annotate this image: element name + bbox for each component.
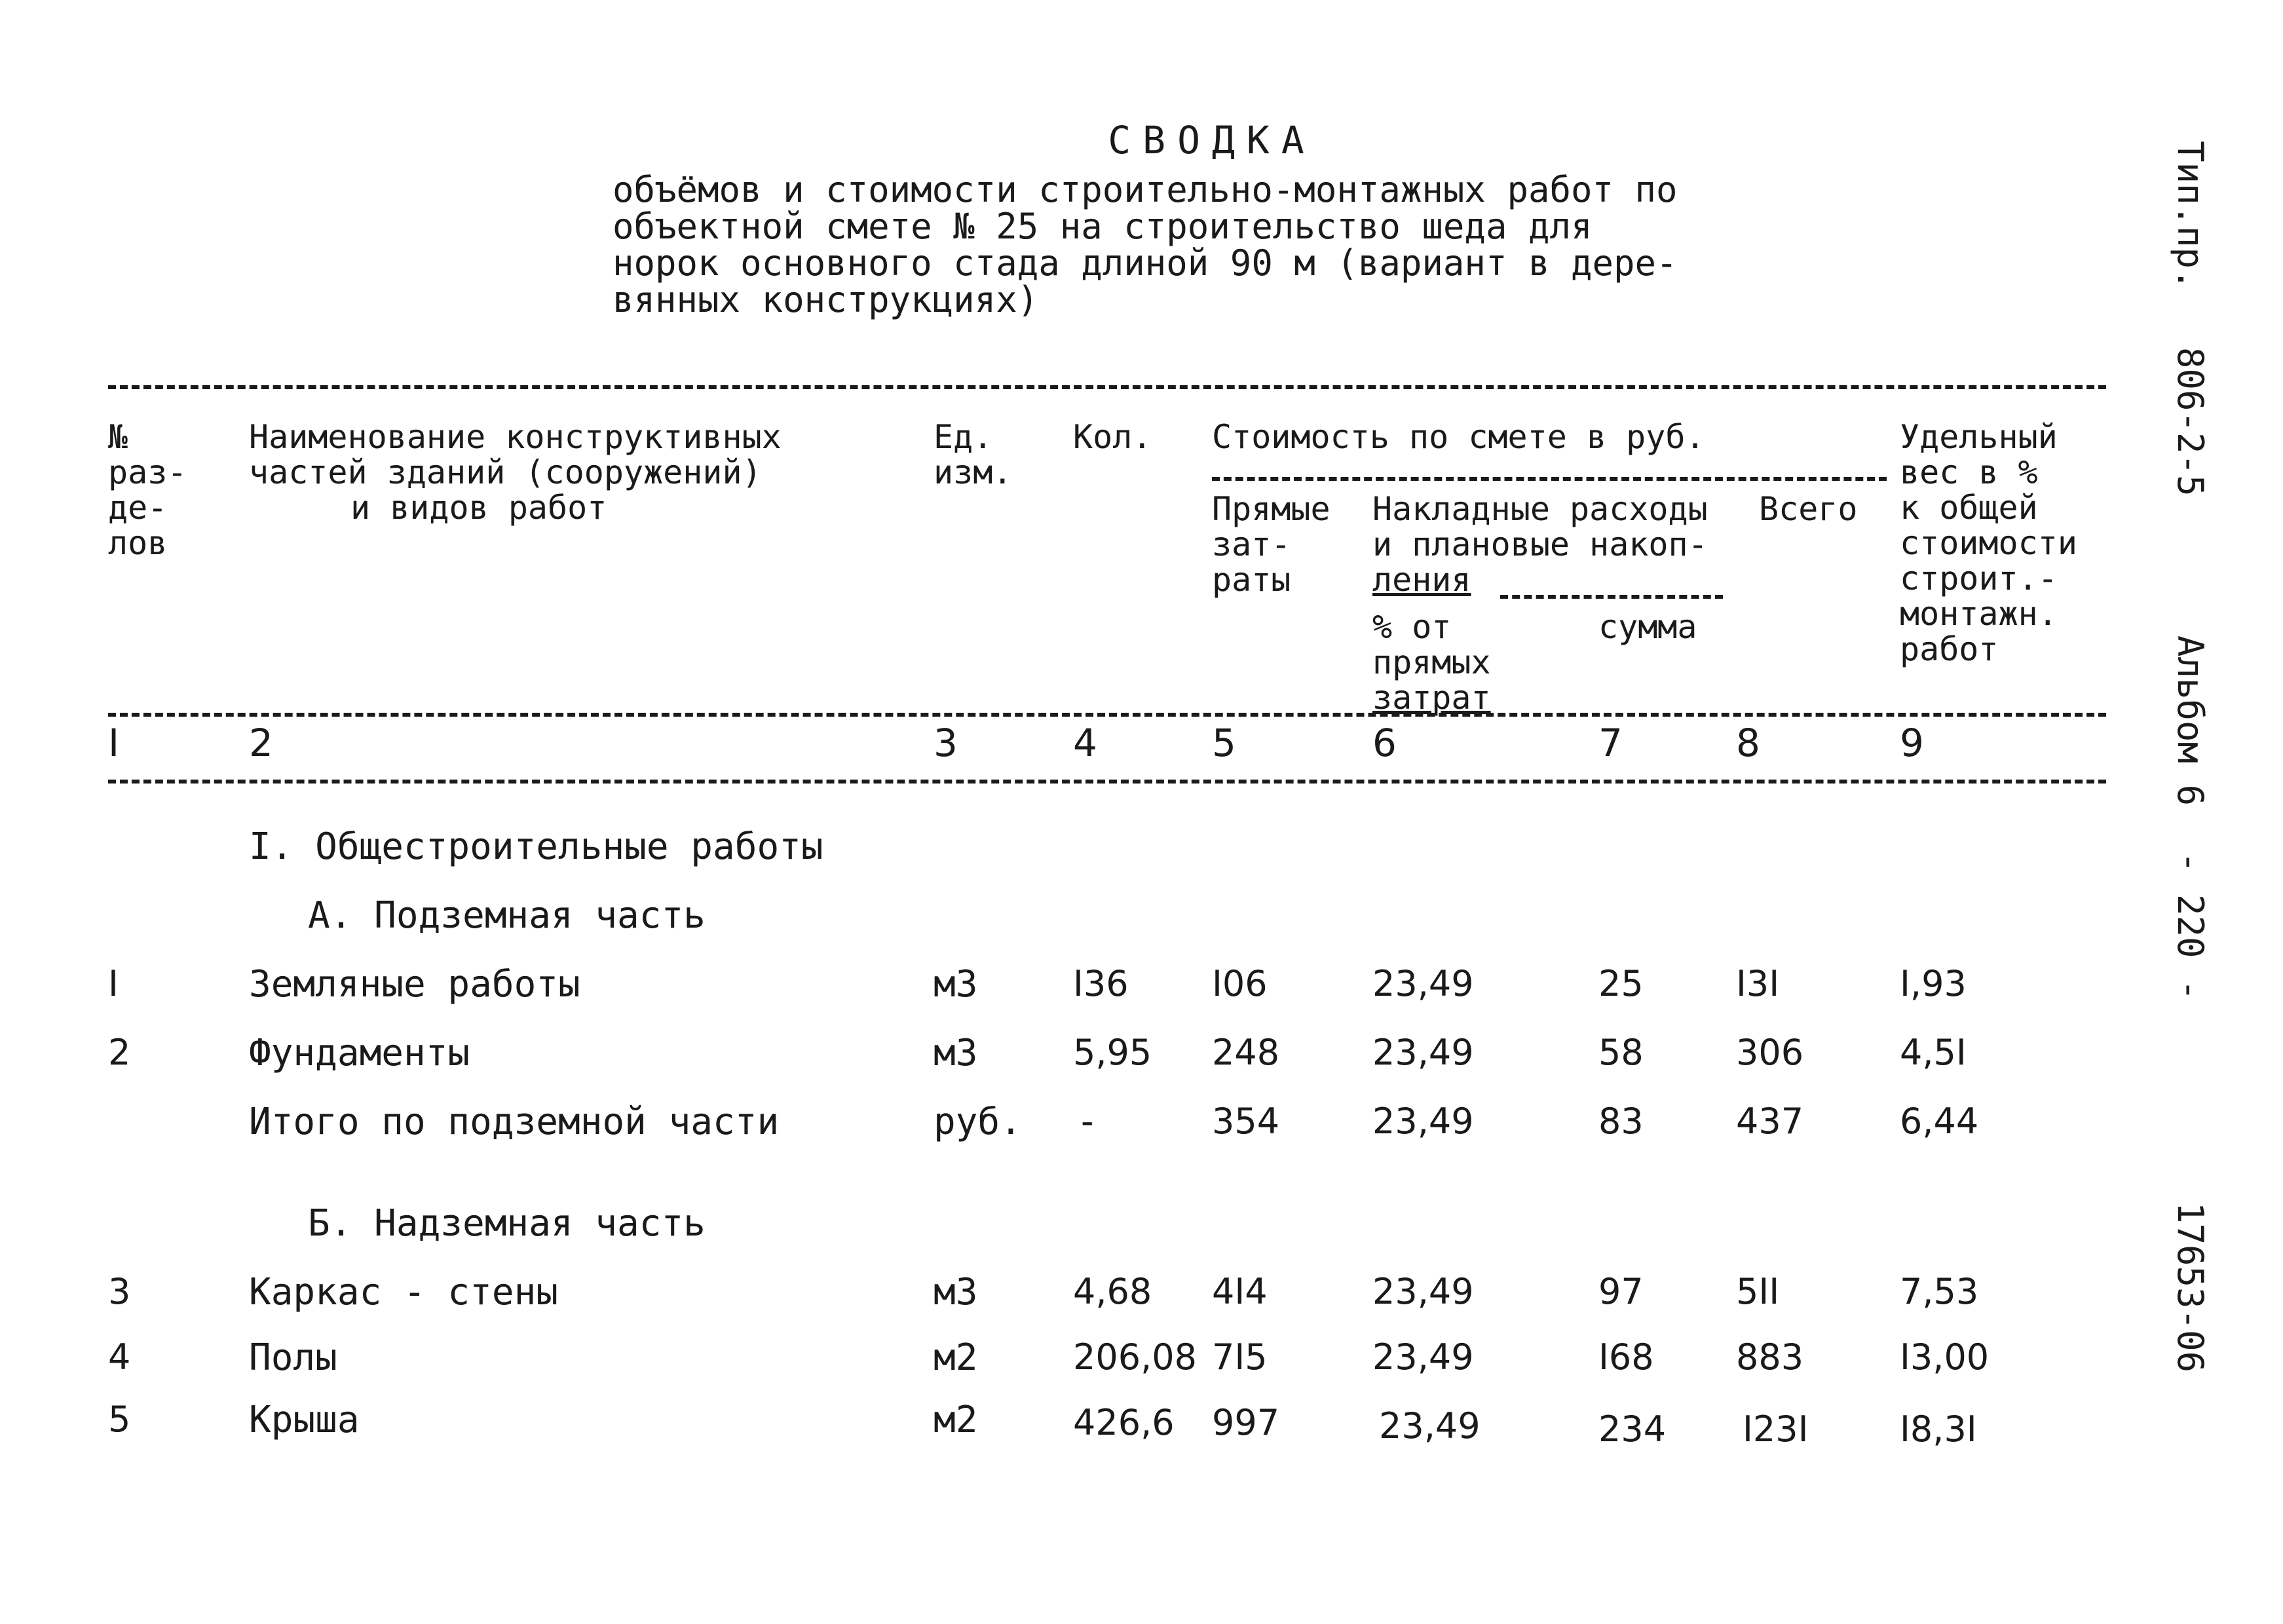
header-text: прямых — [1372, 643, 1491, 681]
cell-total: 306 — [1736, 1032, 1804, 1073]
cell-share: I3,00 — [1900, 1336, 1990, 1378]
subtitle-line: объёмов и стоимости строительно-монтажных работ по — [613, 169, 1678, 210]
header-col-unit — [934, 419, 1012, 490]
cell-unit: м2 — [934, 1399, 978, 1441]
header-col-pct — [1372, 609, 1491, 715]
cell-pct: 23,49 — [1372, 1032, 1474, 1073]
header-text: раты — [1212, 561, 1291, 599]
header-text: % от — [1372, 608, 1452, 646]
cell-share: I8,3I — [1900, 1408, 1977, 1450]
cell-qty: 206,08 — [1073, 1336, 1197, 1378]
cell-sum: 234 — [1598, 1408, 1667, 1450]
cell-pct: 23,49 — [1372, 963, 1474, 1004]
header-text: де- — [108, 489, 168, 527]
cell-direct: I06 — [1212, 963, 1268, 1004]
cell-share: I,93 — [1900, 963, 1967, 1004]
header-text: вес в % — [1900, 453, 2038, 491]
header-text: строит.- — [1900, 559, 2058, 597]
column-number: I — [108, 721, 120, 765]
header-col-direct — [1212, 491, 1330, 597]
cell-name: Земляные работы — [249, 963, 580, 1006]
cell-sum: 25 — [1598, 963, 1644, 1004]
header-text: сумма — [1598, 608, 1697, 646]
subsection-heading-underground: А. Подземная часть — [308, 894, 706, 937]
header-text: зат- — [1212, 525, 1291, 563]
header-text: Прямые — [1212, 490, 1330, 528]
column-number: 7 — [1598, 721, 1623, 765]
side-page-number: - 220 - — [2170, 852, 2211, 1001]
cell-qty: I36 — [1073, 963, 1129, 1004]
subtitle-line: вянных конструкциях) — [613, 279, 1039, 320]
subsection-heading-aboveground: Б. Надземная часть — [308, 1202, 706, 1245]
column-number: 5 — [1212, 721, 1236, 765]
section-heading: I. Общестроительные работы — [249, 825, 823, 868]
cell-total: I23I — [1743, 1408, 1809, 1450]
header-cost-group — [1212, 419, 1705, 455]
side-stamp: 17653-06 — [2170, 1202, 2211, 1373]
cell-sum: 97 — [1598, 1271, 1644, 1312]
table-top-rule — [108, 385, 2106, 389]
cell-name: Каркас - стены — [249, 1271, 559, 1313]
header-col-sum — [1598, 609, 1697, 645]
header-text: к общей — [1900, 489, 2038, 527]
cell-total: 437 — [1736, 1101, 1804, 1142]
header-text: Кол. — [1073, 418, 1152, 456]
side-album: Альбом 6 — [2170, 635, 2211, 806]
cell-direct: 7I5 — [1212, 1336, 1268, 1378]
side-project-type: Тип.пр. — [2170, 141, 2211, 290]
cell-total: 883 — [1736, 1336, 1804, 1378]
subtitle-line: объектной смете № 25 на строительство шеда для — [613, 206, 1593, 247]
cell-direct: 354 — [1212, 1101, 1280, 1142]
header-text: Ед. — [934, 418, 993, 456]
cell-no: 5 — [108, 1399, 131, 1440]
header-text: изм. — [934, 453, 1013, 491]
header-text: затрат — [1372, 679, 1491, 717]
cell-sum: 83 — [1598, 1101, 1644, 1142]
cell-share: 6,44 — [1900, 1101, 1979, 1142]
cell-qty: 426,6 — [1073, 1402, 1175, 1443]
cell-qty: 5,95 — [1073, 1032, 1152, 1073]
header-col-total — [1759, 491, 1858, 527]
header-text: Наименование конструктивных — [249, 418, 782, 456]
header-col-section-no — [108, 419, 187, 561]
header-text: Удельный — [1900, 418, 2058, 456]
cell-unit: м3 — [934, 1032, 978, 1074]
cost-group-rule — [1212, 477, 1887, 481]
cell-pct: 23,49 — [1379, 1405, 1481, 1446]
subtitle-line: норок основного стада длиной 90 м (вариант в дере- — [613, 242, 1678, 284]
document-subtitle — [613, 169, 1693, 320]
header-text: стоимости — [1900, 524, 2077, 562]
column-number: 6 — [1372, 721, 1397, 765]
header-text: монтажн. — [1900, 595, 2058, 633]
side-project-code: 806-2-5 — [2170, 347, 2211, 497]
header-text: лов — [108, 524, 168, 562]
cell-unit: м3 — [934, 1271, 978, 1313]
cell-total: 5II — [1736, 1271, 1780, 1312]
cell-no: 4 — [108, 1336, 131, 1378]
header-bottom-rule — [108, 713, 2106, 717]
cell-unit: м3 — [934, 963, 978, 1006]
cell-direct: 4I4 — [1212, 1271, 1268, 1312]
cell-pct: 23,49 — [1372, 1271, 1474, 1312]
cell-share: 4,5I — [1900, 1032, 1967, 1073]
column-number: 9 — [1900, 721, 1924, 765]
cell-name: Полы — [249, 1336, 337, 1379]
header-text: работ — [1900, 630, 1999, 668]
header-text: раз- — [108, 453, 187, 491]
column-number: 2 — [249, 721, 273, 765]
cell-no: 3 — [108, 1271, 131, 1312]
cell-total: I3I — [1736, 963, 1780, 1004]
header-text: Стоимость по смете в руб. — [1212, 418, 1705, 456]
header-col-name — [249, 419, 782, 525]
cell-sum: I68 — [1598, 1336, 1654, 1378]
cell-qty: - — [1081, 1101, 1094, 1142]
cell-no: I — [108, 963, 119, 1004]
header-col-qty — [1073, 419, 1152, 455]
column-number: 8 — [1736, 721, 1760, 765]
cell-no: 2 — [108, 1032, 131, 1073]
header-text: Всего — [1759, 490, 1858, 528]
header-text: Накладные расходы — [1372, 490, 1708, 528]
column-number: 4 — [1073, 721, 1097, 765]
cell-unit: руб. — [934, 1101, 1022, 1143]
cell-qty: 4,68 — [1073, 1271, 1152, 1312]
cell-pct: 23,49 — [1372, 1336, 1474, 1378]
cell-name: Итого по подземной части — [249, 1101, 780, 1143]
cell-name: Крыша — [249, 1399, 360, 1441]
header-text: № — [108, 418, 128, 456]
column-number: 3 — [934, 721, 958, 765]
cell-share: 7,53 — [1900, 1271, 1979, 1312]
header-col-share — [1900, 419, 2077, 667]
cell-direct: 248 — [1212, 1032, 1280, 1073]
document-title: СВОДКА — [1108, 118, 1316, 162]
header-text: и плановые накоп- — [1372, 525, 1708, 563]
header-text: и видов работ — [350, 489, 607, 527]
cell-pct: 23,49 — [1372, 1101, 1474, 1142]
cell-unit: м2 — [934, 1336, 978, 1379]
cell-sum: 58 — [1598, 1032, 1644, 1073]
header-text: частей зданий (сооружений) — [249, 453, 762, 491]
column-numbers-rule — [108, 780, 2106, 784]
cell-direct: 997 — [1212, 1402, 1280, 1443]
header-overhead — [1372, 491, 1708, 597]
cell-name: Фундаменты — [249, 1032, 470, 1074]
header-text: ления — [1372, 561, 1471, 599]
